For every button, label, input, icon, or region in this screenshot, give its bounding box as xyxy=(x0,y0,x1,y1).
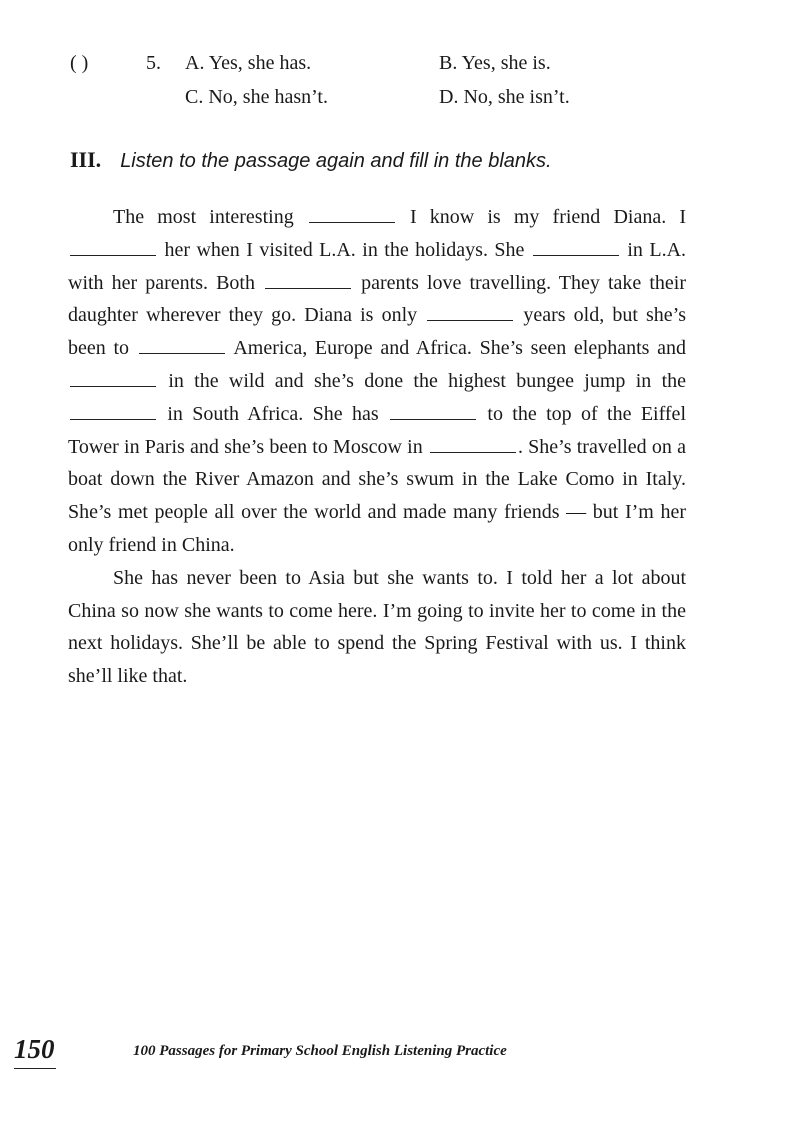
option-b: B. Yes, she is. xyxy=(439,52,551,74)
passage-text: to the top of the Eiffel Tower in Paris and she’s been to Moscow in xyxy=(68,402,686,458)
option-d: D. No, she isn’t. xyxy=(439,86,570,108)
passage-text: in L.A. with her parents. Both xyxy=(68,238,687,294)
passage-text: . She’s travelled on a boat down the River Amazon and she’s swum in the Lake Como in Italy. She’s met people all over the world and made many friends — but I’m her only friend in China. xyxy=(68,435,686,556)
book-title: 100 Passages for Primary School English Listening Practice xyxy=(133,1043,507,1059)
page-number-underline xyxy=(14,1068,56,1069)
option-c: C. No, she hasn’t. xyxy=(185,86,328,108)
passage-text: years old, but she’s been to xyxy=(68,304,687,360)
blank-3[interactable] xyxy=(533,235,619,256)
section-3-heading xyxy=(70,143,552,178)
section-numeral: III. xyxy=(70,147,102,172)
blank-1[interactable] xyxy=(309,202,395,223)
blank-4[interactable] xyxy=(265,268,351,289)
passage-text: I know is my friend Diana. I xyxy=(409,206,686,228)
question-5-row-1 xyxy=(70,46,670,80)
blank-5[interactable] xyxy=(427,300,513,321)
passage-text: in the wild and she’s done the highest bungee jump in the xyxy=(168,369,687,392)
question-number: 5. xyxy=(146,52,161,74)
page-number: 150 xyxy=(14,1034,55,1064)
passage xyxy=(68,201,686,693)
blank-8[interactable] xyxy=(70,399,156,420)
section-instruction: Listen to the passage again and fill in the blanks. xyxy=(120,150,552,172)
question-5-row-2 xyxy=(70,80,670,114)
passage-text: The most interesting xyxy=(113,206,294,228)
passage-text: America, Europe and Africa. She’s seen elephants and xyxy=(233,337,687,360)
blank-10[interactable] xyxy=(430,432,516,453)
blank-9[interactable] xyxy=(390,399,476,420)
blank-6[interactable] xyxy=(139,333,225,354)
blank-2[interactable] xyxy=(70,235,156,256)
paragraph-1 xyxy=(68,201,686,562)
passage-text: her when I visited L.A. in the holidays. She xyxy=(164,238,525,261)
answer-parenthesis[interactable]: ( ) xyxy=(70,52,89,74)
blank-7[interactable] xyxy=(70,366,156,387)
passage-text: parents love travelling. They take their daughter wherever they go. Diana is only xyxy=(68,271,687,327)
passage-text: in South Africa. She has xyxy=(167,402,379,425)
question-5 xyxy=(70,46,670,114)
paragraph-2: She has never been to Asia but she wants to. I told her a lot about China so now she wants to come here. I’m going to invite her to come in the next holidays. She’ll be able to spend the Spring Festival with us. I think she’ll like that. xyxy=(68,566,686,688)
page-footer xyxy=(0,1030,800,1080)
option-a: A. Yes, she has. xyxy=(185,52,312,74)
